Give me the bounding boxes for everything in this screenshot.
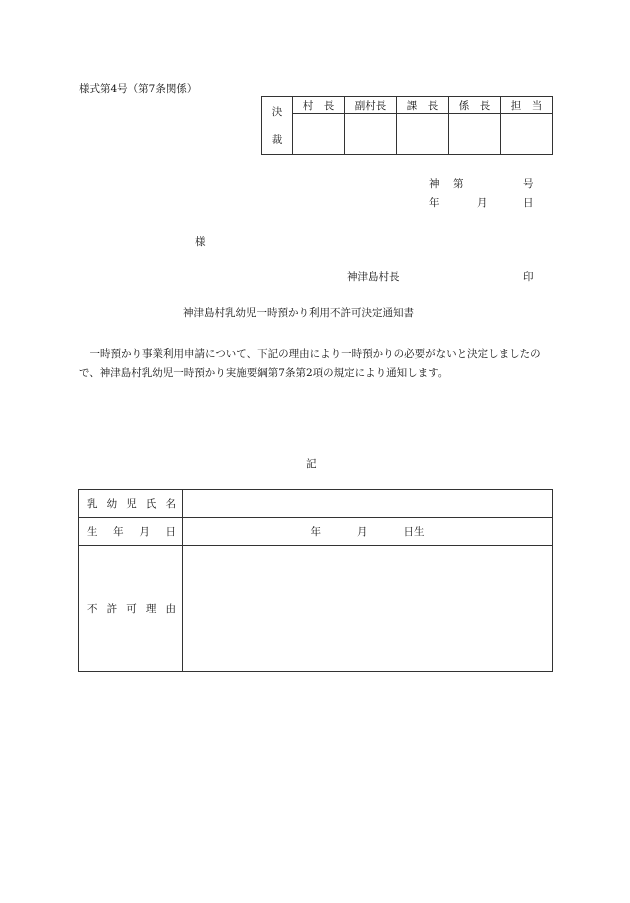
stamp-cell[interactable] [397, 114, 449, 155]
dob-year: 年 [310, 526, 321, 538]
stamp-cell[interactable] [345, 114, 397, 155]
stamp-cell[interactable] [449, 114, 501, 155]
role-village-head: 村 長 [293, 97, 345, 114]
name-field[interactable] [183, 490, 553, 518]
notice-body: 一時預かり事業利用申請について、下記の理由により一時預かりの必要がないと決定しましたので、神津島村乳幼児一時預かり実施要綱第7条第2項の規定により通知します。 [79, 348, 541, 379]
date-day: 日 [523, 197, 534, 209]
seal-mark: 印 [523, 271, 534, 283]
addressee-suffix: 様 [195, 236, 206, 248]
stamp-cell[interactable] [501, 114, 553, 155]
sender: 神津島村長 [347, 271, 400, 283]
record-table [78, 489, 553, 672]
role-deputy-head: 副村長 [345, 97, 397, 114]
doc-number-go: 号 [523, 178, 534, 190]
date-year: 年 [429, 197, 440, 209]
stamp-cell[interactable] [293, 114, 345, 155]
ki-heading: 記 [306, 458, 317, 470]
document-title: 神津島村乳幼児一時預かり利用不許可決定通知書 [183, 307, 414, 319]
name-label: 乳 幼 児 氏 名 [79, 490, 183, 518]
dob-label: 生 年 月 日 [79, 518, 183, 546]
kessai-char: 決 [271, 106, 283, 118]
date-month: 月 [477, 197, 488, 209]
kessai-cell [262, 97, 293, 155]
dob-month: 月 [357, 526, 368, 538]
reason-label: 不 許 可 理 由 [79, 546, 183, 672]
reason-field[interactable] [183, 546, 553, 672]
doc-number-prefix: 神 [429, 178, 440, 190]
approval-box [261, 96, 553, 155]
kessai-char: 裁 [271, 134, 283, 146]
form-number: 様式第4号（第7条関係） [79, 83, 198, 95]
role-section-chief: 課 長 [397, 97, 449, 114]
role-staff: 担 当 [501, 97, 553, 114]
dob-field[interactable] [183, 518, 553, 546]
doc-number-dai: 第 [453, 178, 464, 190]
dob-day: 日生 [403, 526, 425, 538]
role-subsection-chief: 係 長 [449, 97, 501, 114]
